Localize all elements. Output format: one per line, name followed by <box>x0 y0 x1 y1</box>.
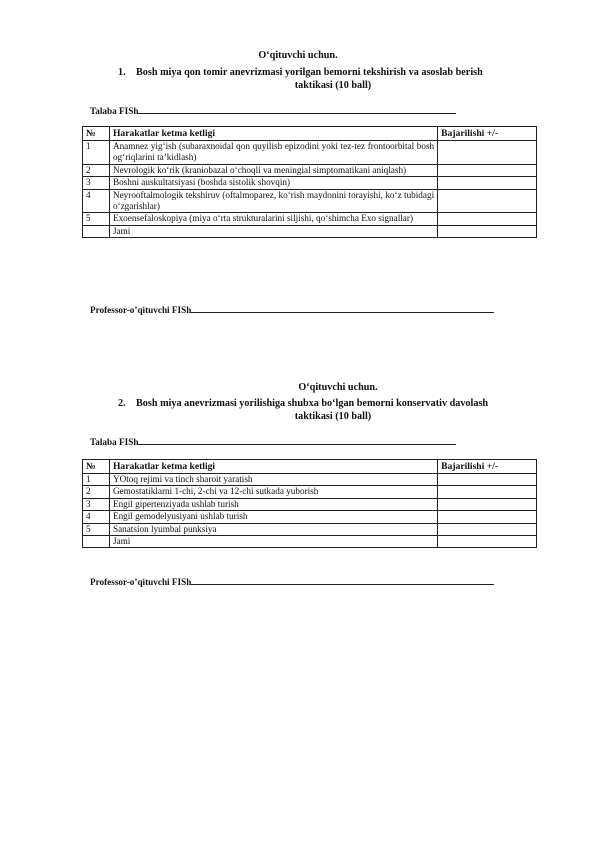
row-total-cell[interactable] <box>438 536 537 548</box>
section-2-title-line2: taktikasi (10 ball) <box>294 411 372 422</box>
row-number: 5 <box>83 213 110 225</box>
row-number: 2 <box>83 164 110 176</box>
row-result-cell[interactable] <box>438 189 537 213</box>
table-row <box>83 511 537 523</box>
section-2-heading: O‘qituvchi uchun. <box>298 382 378 393</box>
student-label: Talaba FISh <box>90 106 139 116</box>
row-number: 5 <box>83 523 110 535</box>
row-number: 1 <box>83 141 110 165</box>
table-header-row <box>83 460 537 474</box>
row-action: Exoensefaloskopiya (miya o‘rta strukturalarini siljishi, qo‘shimcha Exo signallar) <box>109 213 437 225</box>
section-2-student-field[interactable] <box>90 435 456 448</box>
professor-label: Professor-o’qituvchi FISh <box>90 577 192 587</box>
row-result-cell[interactable] <box>438 498 537 510</box>
col-actions-header: Harakatlar ketma ketligi <box>109 127 437 141</box>
table-total-row <box>83 536 537 548</box>
row-result-cell[interactable] <box>438 141 537 165</box>
row-action: Nevrologik ko‘rik (kraniobazal o‘choqli va meningial simptomatikani aniqlash) <box>109 164 437 176</box>
section-1-title-line1: Bosh miya qon tomir anevrizmasi yorilgan bemorni tekshirish va asoslab berish <box>136 67 483 78</box>
row-action: Neyrooftalmologik tekshiruv (oftalmoparez, ko‘rish maydonini torayishi, ko‘z tubidagi o‘zgarishlar) <box>109 189 437 213</box>
section-1-heading: O‘qituvchi uchun. <box>258 50 338 61</box>
professor-fill-line <box>191 575 494 585</box>
row-action: Engil gipertenziyada ushlab turish <box>109 498 437 510</box>
section-2-number: 2. <box>118 398 126 409</box>
table-row <box>83 486 537 498</box>
row-result-cell[interactable] <box>438 523 537 535</box>
professor-label: Professor-o’qituvchi FISh <box>90 305 192 315</box>
table-row <box>83 523 537 535</box>
section-1-title <box>118 66 548 79</box>
table-total-row <box>83 225 537 237</box>
row-number: 3 <box>83 498 110 510</box>
row-action: Sanatsion lyumbal punksiya <box>109 523 437 535</box>
table-row <box>83 189 537 213</box>
row-action: Anamnez yig‘ish (subaraxnoidal qon quyilish epizodini yoki tez-tez frontoorbital bosh og‘riqlarini ta’kidlash) <box>109 141 437 165</box>
table-row <box>83 141 537 165</box>
row-number: 3 <box>83 177 110 189</box>
section-1-table <box>82 126 537 238</box>
section-1-title-line2: taktikasi (10 ball) <box>294 80 372 91</box>
row-result-cell[interactable] <box>438 213 537 225</box>
row-number: 4 <box>83 189 110 213</box>
col-result-header: Bajarilishi +/- <box>438 460 537 474</box>
table-row <box>83 213 537 225</box>
row-total-cell[interactable] <box>438 225 537 237</box>
col-number-header: № <box>83 127 110 141</box>
row-number: 2 <box>83 486 110 498</box>
row-number <box>83 536 110 548</box>
table-row <box>83 177 537 189</box>
row-number: 1 <box>83 474 110 486</box>
student-label: Talaba FISh <box>90 437 139 447</box>
row-action: YOtoq rejimi va tinch sharoit yaratish <box>109 474 437 486</box>
section-2-title-line1: Bosh miya anevrizmasi yorilishiga shubxa bo‘lgan bemorni konservativ davolash <box>136 398 489 409</box>
section-2-professor-field[interactable] <box>90 575 494 588</box>
student-fill-line <box>138 104 456 114</box>
col-result-header: Bajarilishi +/- <box>438 127 537 141</box>
row-action: Boshni auskultatsiyasi (boshda sistolik shovqin) <box>109 177 437 189</box>
table-row <box>83 474 537 486</box>
col-actions-header: Harakatlar ketma ketligi <box>109 460 437 474</box>
professor-fill-line <box>191 303 494 313</box>
col-number-header: № <box>83 460 110 474</box>
section-1-professor-field[interactable] <box>90 303 494 316</box>
row-number <box>83 225 110 237</box>
row-number: 4 <box>83 511 110 523</box>
row-action: Engil gemodelyusiyani ushlab turish <box>109 511 437 523</box>
section-2-table <box>82 459 537 548</box>
row-result-cell[interactable] <box>438 164 537 176</box>
table-row <box>83 498 537 510</box>
section-1-student-field[interactable] <box>90 104 456 117</box>
section-2-title <box>118 397 548 410</box>
row-action: Gemostatiklarni 1-chi, 2-chi va 12-chi sutkada yuborish <box>109 486 437 498</box>
row-result-cell[interactable] <box>438 511 537 523</box>
student-fill-line <box>138 435 456 445</box>
row-total-label: Jami <box>109 536 437 548</box>
row-result-cell[interactable] <box>438 474 537 486</box>
section-1-number: 1. <box>118 67 126 78</box>
table-header-row <box>83 127 537 141</box>
row-result-cell[interactable] <box>438 486 537 498</box>
row-total-label: Jami <box>109 225 437 237</box>
table-row <box>83 164 537 176</box>
row-result-cell[interactable] <box>438 177 537 189</box>
